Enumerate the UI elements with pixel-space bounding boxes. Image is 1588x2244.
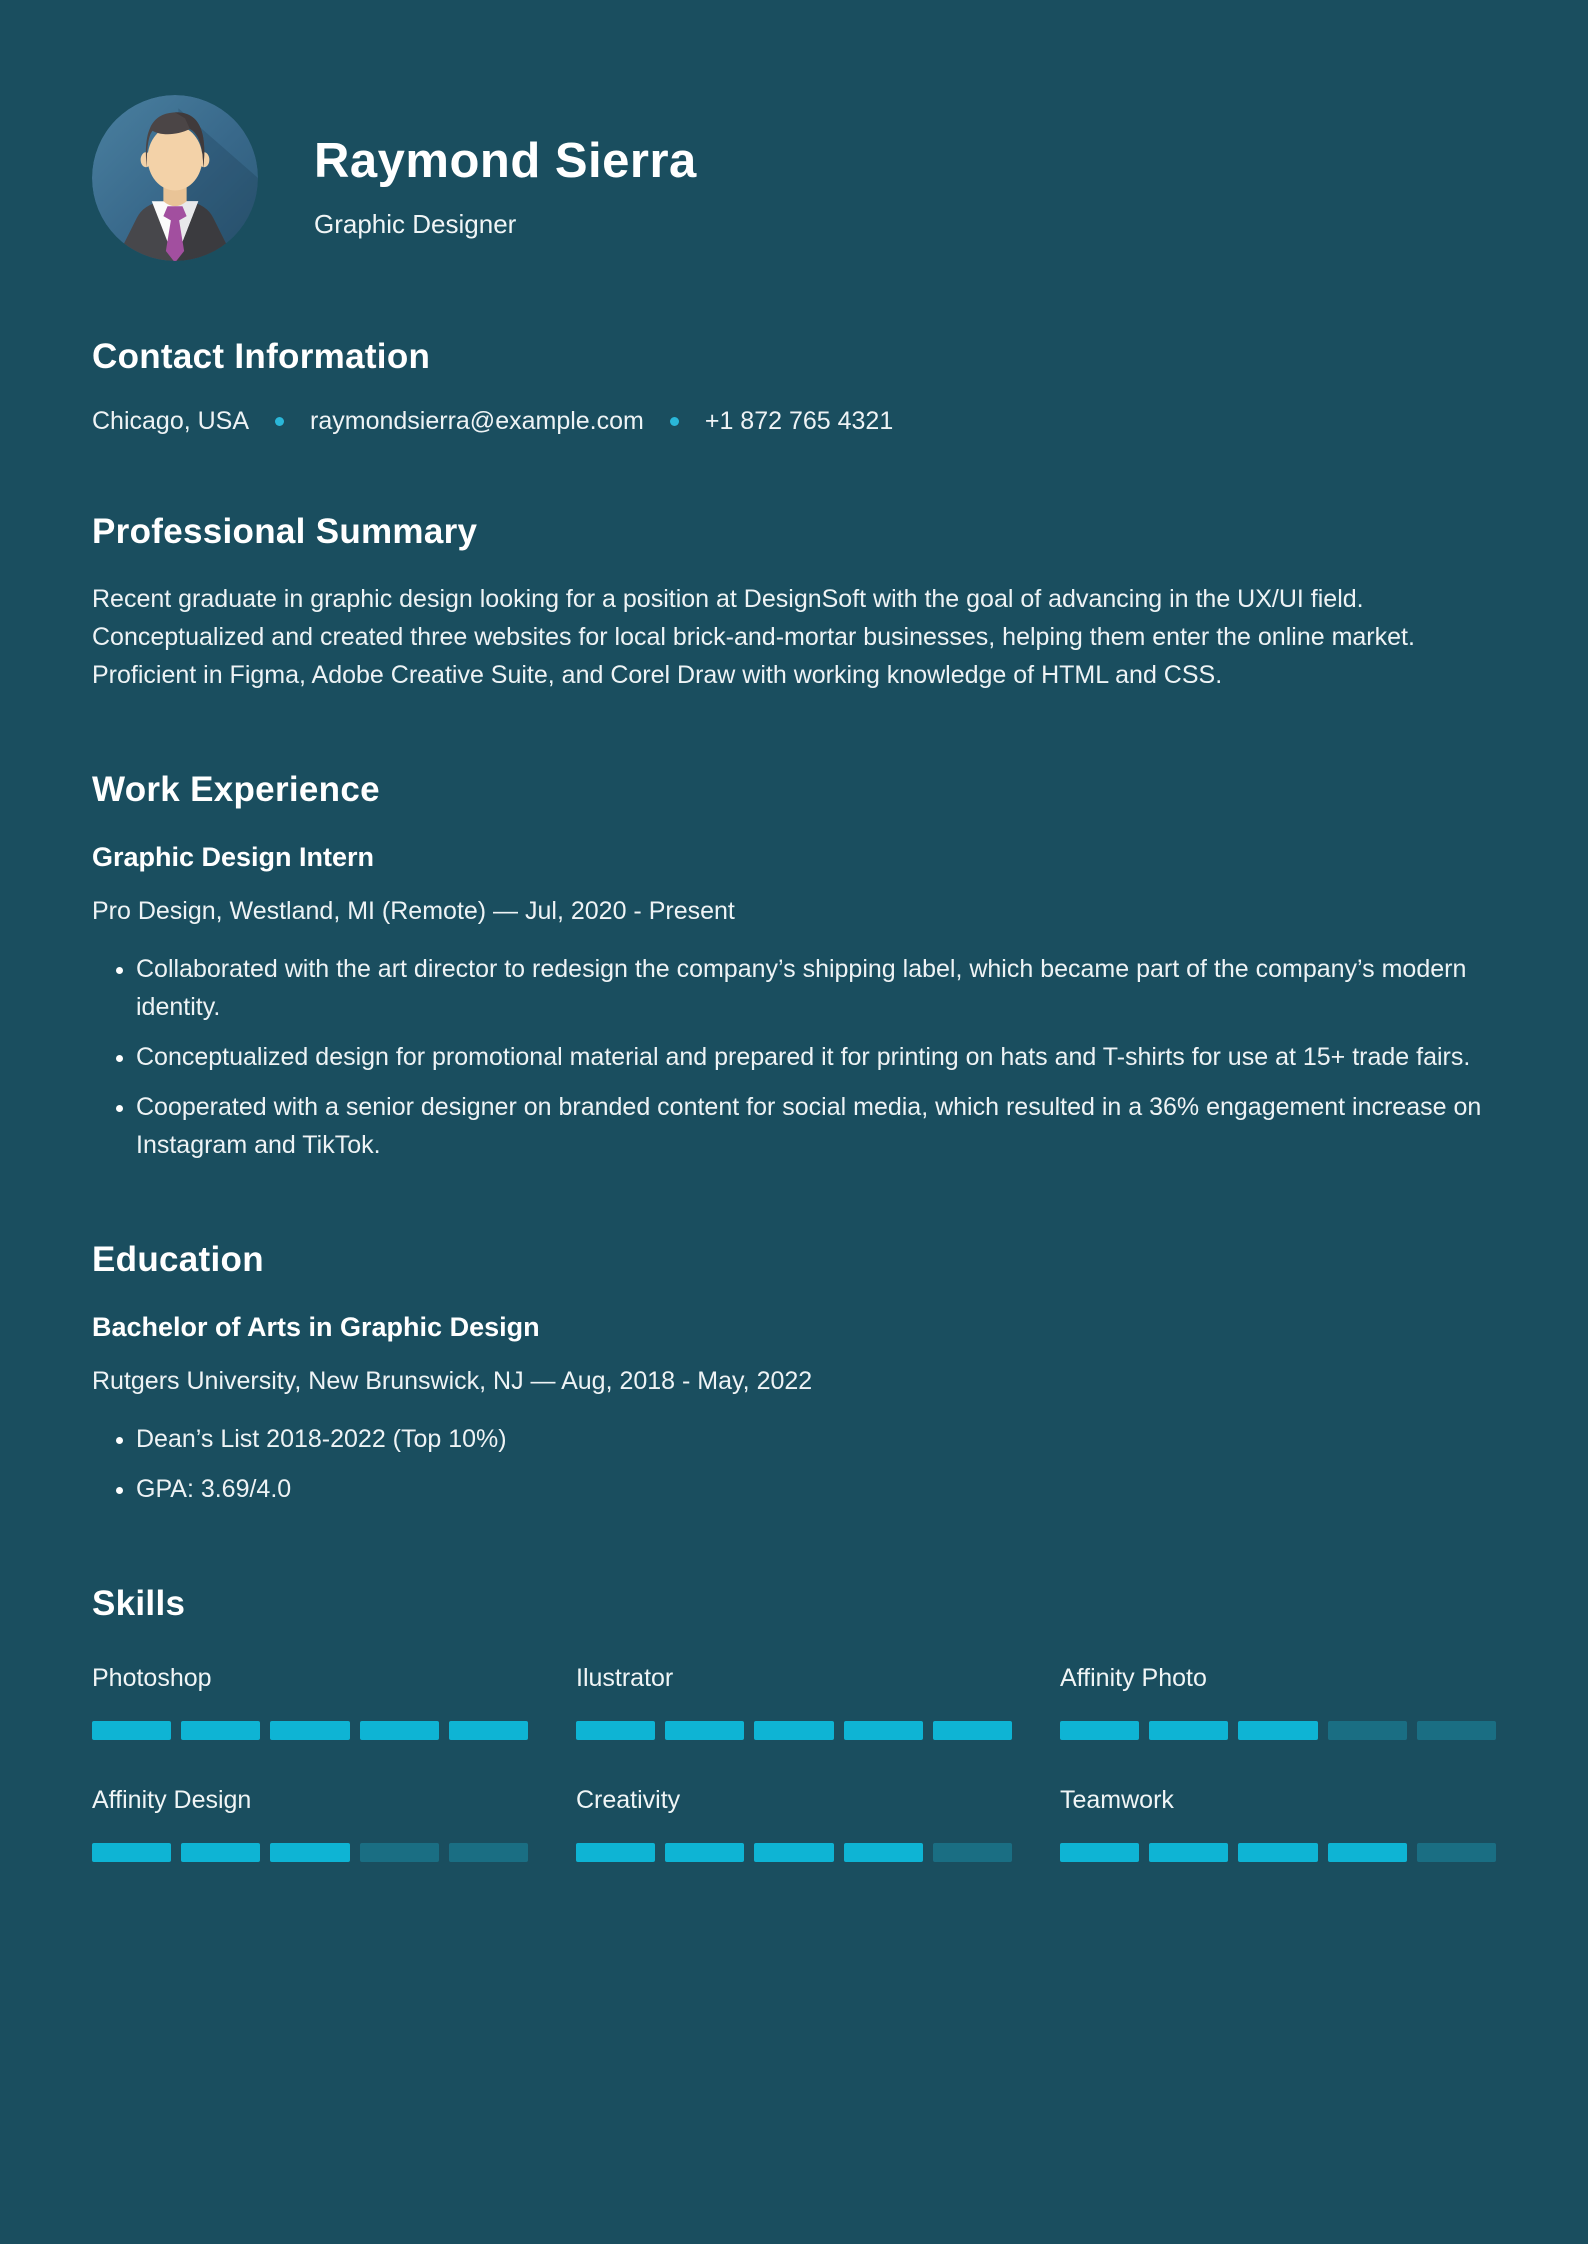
- skill-segment-filled: [92, 1721, 171, 1740]
- skill-segment-filled: [844, 1843, 923, 1862]
- person-job-title: Graphic Designer: [314, 209, 517, 239]
- skill-segment-filled: [933, 1721, 1012, 1740]
- section-contact: [92, 337, 1496, 436]
- summary-heading: Professional Summary: [92, 512, 478, 551]
- skill-segment-filled: [1328, 1843, 1407, 1862]
- section-experience: [92, 770, 1496, 1164]
- contact-item: Chicago, USA: [92, 407, 250, 435]
- skill-segment-filled: [576, 1843, 655, 1862]
- skill-segment-filled: [181, 1843, 260, 1862]
- job-bullet-item: • Cooperated with a senior designer on branded content for social media, which resulted in a 36% engagement increase on Instagram and TikTok.: [136, 1088, 1496, 1164]
- education-heading: Education: [92, 1240, 264, 1279]
- skills-grid: [92, 1664, 1496, 1862]
- section-skills: [92, 1584, 1496, 1862]
- education-bullet-item: • Dean’s List 2018-2022 (Top 10%): [136, 1420, 1496, 1458]
- skill-label: Affinity Design: [92, 1786, 252, 1814]
- skill-level-bar: [576, 1721, 1012, 1740]
- skill-segment-empty: [449, 1843, 528, 1862]
- skill-segment-filled: [754, 1843, 833, 1862]
- skill-label: Photoshop: [92, 1664, 212, 1692]
- contact-item: raymondsierra@example.com: [310, 407, 644, 435]
- contact-heading: Contact Information: [92, 337, 431, 376]
- skill-level-bar: [576, 1843, 1012, 1862]
- skills-heading: Skills: [92, 1584, 186, 1623]
- contact-separator-dot-icon: [670, 417, 679, 426]
- header-text: [314, 95, 697, 240]
- skill-segment-filled: [754, 1721, 833, 1740]
- job-meta: Pro Design, Westland, MI (Remote) — Jul, 2020 - Present: [92, 897, 735, 925]
- contact-row: [92, 407, 1496, 436]
- education-bullets: [92, 1420, 1496, 1508]
- skill-segment-filled: [576, 1721, 655, 1740]
- skill-segment-filled: [181, 1721, 260, 1740]
- avatar: [92, 95, 258, 261]
- experience-heading: Work Experience: [92, 770, 380, 809]
- job-entry: [92, 842, 1496, 1164]
- section-education: [92, 1240, 1496, 1508]
- skill-segment-empty: [1328, 1721, 1407, 1740]
- skill-item: [1060, 1664, 1496, 1740]
- skill-item: [576, 1786, 1012, 1862]
- education-degree: Bachelor of Arts in Graphic Design: [92, 1312, 540, 1342]
- skill-label: Ilustrator: [576, 1664, 674, 1692]
- skill-item: [92, 1786, 528, 1862]
- skill-segment-filled: [844, 1721, 923, 1740]
- skill-segment-filled: [665, 1843, 744, 1862]
- skill-level-bar: [1060, 1721, 1496, 1740]
- skill-segment-filled: [1149, 1721, 1228, 1740]
- section-summary: [92, 512, 1496, 694]
- resume-header: [92, 95, 1496, 261]
- skill-level-bar: [92, 1843, 528, 1862]
- job-role: Graphic Design Intern: [92, 842, 375, 872]
- skill-segment-filled: [1238, 1721, 1317, 1740]
- skill-segment-filled: [270, 1721, 349, 1740]
- skill-segment-empty: [1417, 1843, 1496, 1862]
- summary-text: Recent graduate in graphic design looking for a position at DesignSoft with the goal of advancing in the UX/UI field. Conceptualized and created three websites for local brick-and-mortar businesses, helping them enter the online market. Proficient in Figma, Adobe Creative Suite, and Corel Draw with working knowledge of HTML and CSS.: [92, 585, 1415, 689]
- job-bullet-item: • Conceptualized design for promotional material and prepared it for printing on hats and T-shirts for use at 15+ trade fairs.: [136, 1038, 1496, 1076]
- skill-label: Creativity: [576, 1786, 681, 1814]
- skill-segment-filled: [449, 1721, 528, 1740]
- education-bullet-item: • GPA: 3.69/4.0: [136, 1470, 1496, 1508]
- education-meta: Rutgers University, New Brunswick, NJ — Aug, 2018 - May, 2022: [92, 1367, 813, 1395]
- skill-segment-filled: [1060, 1721, 1139, 1740]
- job-list: [92, 842, 1496, 1164]
- skill-item: [92, 1664, 528, 1740]
- skill-segment-empty: [1417, 1721, 1496, 1740]
- skill-level-bar: [92, 1721, 528, 1740]
- job-bullet-item: • Collaborated with the art director to redesign the company’s shipping label, which became part of the company’s modern identity.: [136, 950, 1496, 1026]
- job-bullets: [92, 950, 1496, 1164]
- skill-level-bar: [1060, 1843, 1496, 1862]
- skill-label: Affinity Photo: [1060, 1664, 1207, 1692]
- skill-segment-filled: [1060, 1843, 1139, 1862]
- skill-item: [1060, 1786, 1496, 1862]
- skill-segment-filled: [1238, 1843, 1317, 1862]
- skill-segment-filled: [360, 1721, 439, 1740]
- skill-item: [576, 1664, 1012, 1740]
- contact-item: +1 872 765 4321: [704, 407, 894, 435]
- skill-label: Teamwork: [1060, 1786, 1174, 1814]
- skill-segment-empty: [360, 1843, 439, 1862]
- avatar-person-icon: [92, 95, 258, 261]
- contact-separator-dot-icon: [275, 417, 284, 426]
- skill-segment-empty: [933, 1843, 1012, 1862]
- skill-segment-filled: [665, 1721, 744, 1740]
- skill-segment-filled: [1149, 1843, 1228, 1862]
- skill-segment-filled: [270, 1843, 349, 1862]
- person-name: Raymond Sierra: [314, 134, 697, 188]
- skill-segment-filled: [92, 1843, 171, 1862]
